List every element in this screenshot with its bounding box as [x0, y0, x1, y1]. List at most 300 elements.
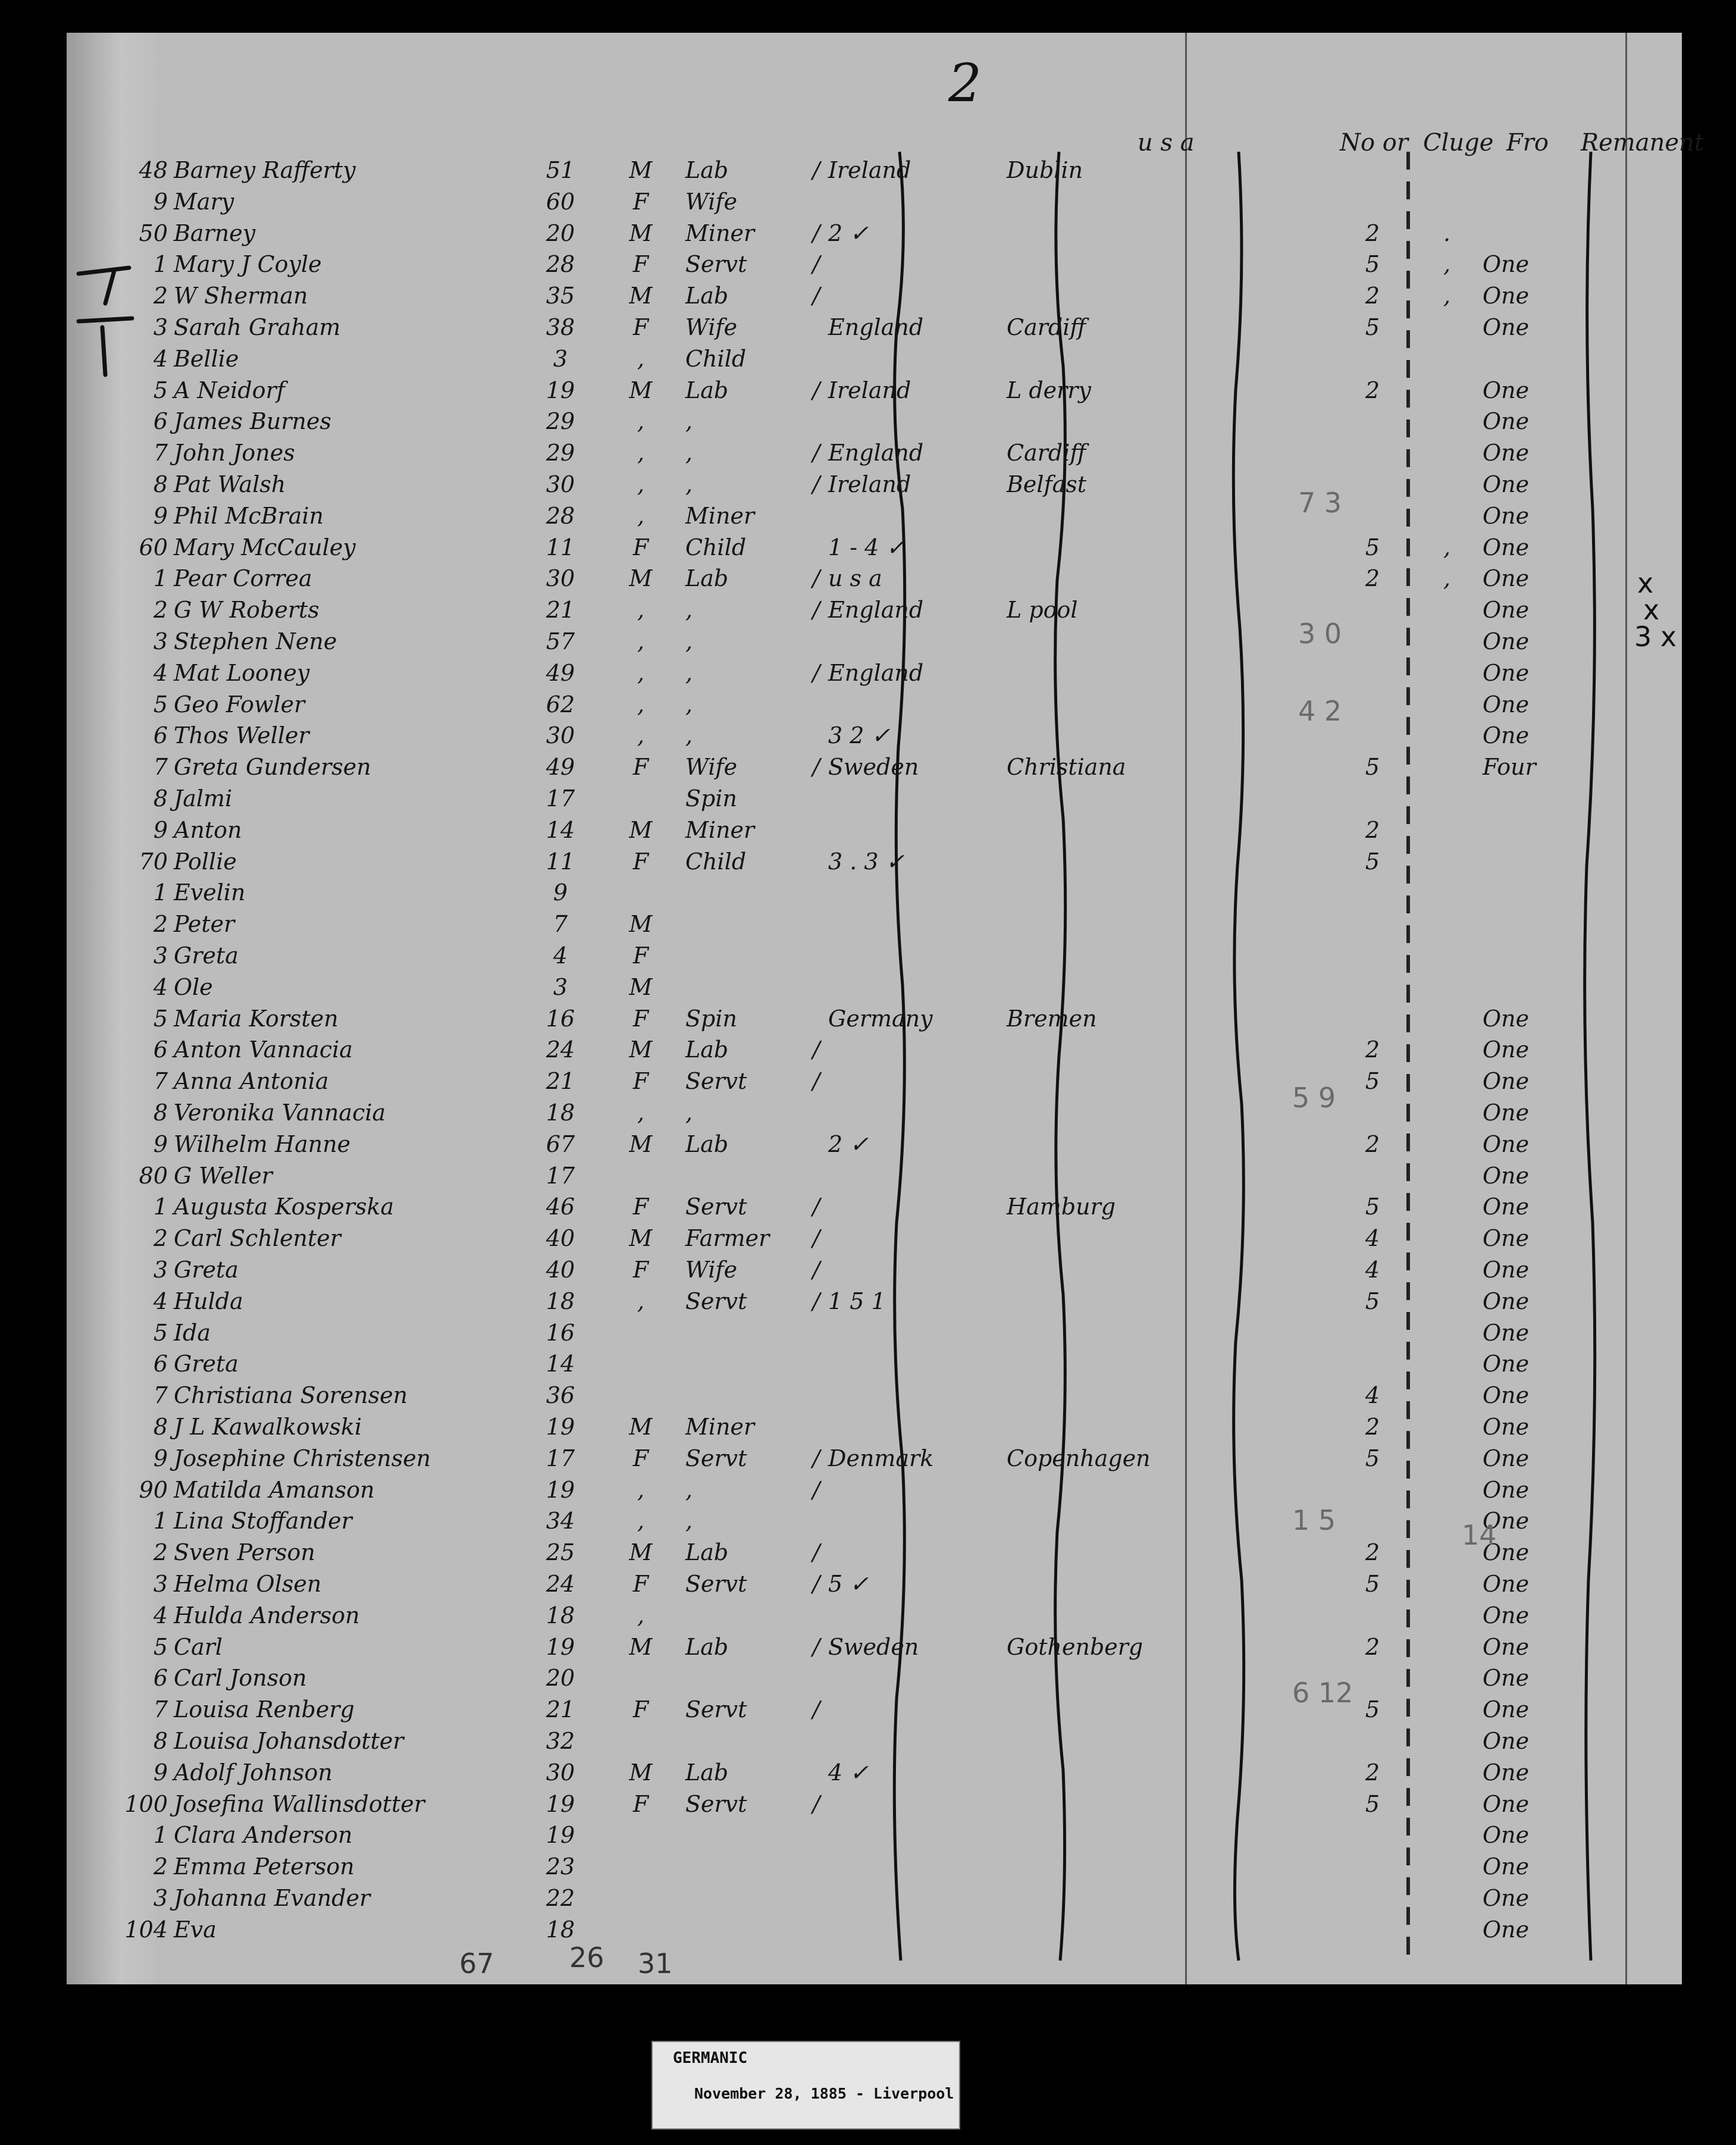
row-number: 3	[153, 1571, 168, 1597]
passenger-age: 62	[546, 691, 575, 718]
passenger-occupation: Lab	[685, 283, 729, 309]
header-pieces: No or	[1340, 129, 1408, 156]
passenger-sex: M	[629, 1759, 653, 1786]
check-mark	[807, 1757, 825, 1789]
table-row	[67, 469, 1682, 500]
passenger-name: Lina Stoffander	[174, 1508, 352, 1535]
passenger-town	[1007, 1097, 1149, 1129]
check-mark	[807, 1914, 825, 1946]
compartment-count: One	[1483, 1194, 1530, 1220]
compartment-count: One	[1483, 471, 1530, 497]
passenger-nationality: 1 5 1	[828, 1288, 886, 1314]
check-mark	[807, 1348, 825, 1380]
compartment-count	[1483, 972, 1584, 1003]
passenger-occupation: ,	[685, 722, 693, 749]
check-mark: /	[812, 157, 820, 183]
table-row	[67, 312, 1682, 343]
passenger-sex: M	[629, 911, 653, 938]
row-number: 6	[153, 1351, 168, 1377]
passenger-town	[1007, 1568, 1149, 1600]
baggage-location	[1426, 1254, 1468, 1286]
passenger-sex: F	[632, 1194, 649, 1220]
baggage-pieces	[1340, 155, 1405, 186]
passenger-name: Wilhelm Hanne	[174, 1131, 351, 1157]
passenger-nationality: 2 ✓	[828, 1131, 869, 1157]
baggage-pieces	[1340, 1474, 1405, 1506]
passenger-sex: F	[632, 251, 649, 278]
passenger-town	[1007, 500, 1149, 532]
passenger-age: 35	[546, 283, 575, 309]
header-location: Cluge	[1423, 129, 1494, 156]
row-number: 7	[153, 1068, 168, 1095]
baggage-location	[1426, 1066, 1468, 1097]
passenger-age: 28	[546, 502, 575, 529]
passenger-nationality	[828, 1348, 995, 1380]
passenger-age: 16	[546, 1005, 575, 1032]
passenger-nationality	[828, 1160, 995, 1192]
passenger-occupation: ,	[685, 659, 693, 686]
check-mark	[807, 783, 825, 815]
baggage-location	[1426, 1348, 1468, 1380]
row-number: 4	[153, 973, 168, 1000]
header-country-intended: u s a	[1138, 129, 1195, 156]
passenger-nationality	[828, 1380, 995, 1411]
baggage-pieces	[1340, 594, 1405, 626]
passenger-nationality	[828, 1191, 995, 1223]
passenger-sex: M	[629, 1414, 653, 1440]
passenger-nationality: 2 ✓	[828, 220, 869, 246]
check-mark: /	[812, 1696, 820, 1723]
baggage-location	[1426, 1286, 1468, 1317]
passenger-name: Louisa Johansdotter	[174, 1728, 404, 1754]
table-row	[67, 657, 1682, 689]
compartment-count: One	[1483, 1602, 1530, 1629]
passenger-nationality	[828, 877, 995, 909]
passenger-age: 21	[546, 1068, 575, 1095]
passenger-nationality	[828, 186, 995, 218]
baggage-pieces	[1340, 343, 1405, 375]
check-mark: /	[812, 1571, 820, 1597]
table-row	[67, 1348, 1682, 1380]
row-number: 70	[139, 848, 168, 875]
passenger-age: 11	[546, 534, 575, 560]
compartment-count: One	[1483, 628, 1530, 655]
passenger-nationality	[828, 1317, 995, 1349]
baggage-pieces	[1340, 720, 1405, 751]
passenger-occupation	[685, 1380, 804, 1411]
compartment-count: One	[1483, 1728, 1530, 1754]
row-number: 5	[153, 1319, 168, 1346]
passenger-occupation: ,	[685, 1476, 693, 1503]
row-number: 8	[153, 1100, 168, 1126]
passenger-occupation: Lab	[685, 1633, 729, 1660]
compartment-count: One	[1483, 502, 1530, 529]
passenger-town	[1007, 657, 1149, 689]
passenger-name: Veronika Vannacia	[174, 1100, 386, 1126]
compartment-count: Four	[1483, 754, 1536, 781]
baggage-pieces	[1340, 1003, 1405, 1035]
row-number: 7	[153, 1696, 168, 1723]
passenger-age: 22	[546, 1885, 575, 1911]
passenger-town	[1007, 1380, 1149, 1411]
bottom-tally: 67	[459, 1947, 494, 1980]
passenger-name: Clara Anderson	[174, 1822, 353, 1849]
baggage-pieces: 5	[1365, 754, 1380, 781]
passenger-sex: ,	[637, 1288, 645, 1314]
passenger-name: Carl Schlenter	[174, 1225, 341, 1252]
compartment-count: One	[1483, 1759, 1530, 1786]
pencil-tally: 3 0	[1298, 618, 1342, 650]
passenger-age: 29	[546, 440, 575, 466]
passenger-town	[1007, 1223, 1149, 1254]
passenger-sex	[608, 1726, 673, 1757]
baggage-location	[1426, 909, 1468, 940]
baggage-location	[1426, 1223, 1468, 1254]
check-mark	[807, 626, 825, 657]
passenger-occupation: Wife	[685, 1257, 738, 1283]
passenger-nationality	[828, 972, 995, 1003]
passenger-occupation: ,	[685, 691, 693, 718]
passenger-age: 24	[546, 1571, 575, 1597]
compartment-count: One	[1483, 1319, 1530, 1346]
passenger-sex	[608, 1662, 673, 1694]
passenger-sex	[608, 1348, 673, 1380]
passenger-town	[1007, 532, 1149, 563]
table-row	[67, 1066, 1682, 1097]
table-row	[67, 1317, 1682, 1349]
passenger-sex: M	[629, 283, 653, 309]
table-row	[67, 689, 1682, 721]
passenger-nationality	[828, 1662, 995, 1694]
row-number: 7	[153, 754, 168, 781]
passenger-nationality	[828, 1914, 995, 1946]
passenger-town	[1007, 1726, 1149, 1757]
baggage-pieces: 2	[1365, 220, 1380, 246]
baggage-pieces: 5	[1365, 1288, 1380, 1314]
passenger-age: 3	[553, 345, 568, 372]
passenger-occupation	[685, 1662, 804, 1694]
passenger-name: W Sherman	[174, 283, 308, 309]
compartment-count: One	[1483, 1633, 1530, 1660]
passenger-occupation: ,	[685, 1508, 693, 1535]
row-number: 1	[153, 1822, 168, 1849]
margin-mark: x	[1637, 567, 1654, 599]
passenger-nationality	[828, 1505, 995, 1537]
passenger-name: Eva	[174, 1916, 217, 1943]
compartment-count: One	[1483, 1225, 1530, 1252]
compartment-count	[1483, 783, 1584, 815]
table-row	[67, 783, 1682, 815]
passenger-town: Dublin	[1007, 157, 1083, 183]
table-row	[67, 846, 1682, 878]
passenger-occupation	[685, 1317, 804, 1349]
baggage-location	[1426, 155, 1468, 186]
baggage-location	[1426, 972, 1468, 1003]
baggage-location	[1426, 1632, 1468, 1663]
passenger-occupation: Wife	[685, 314, 738, 340]
passenger-nationality: u s a	[828, 565, 882, 592]
passenger-town: Christiana	[1007, 754, 1126, 781]
baggage-location	[1426, 1883, 1468, 1914]
passenger-name: Emma Peterson	[174, 1853, 355, 1880]
row-number: 3	[153, 628, 168, 655]
row-number: 1	[153, 565, 168, 592]
passenger-nationality	[828, 280, 995, 312]
passenger-occupation: Spin	[685, 1005, 737, 1032]
check-mark: /	[812, 565, 820, 592]
passenger-sex	[608, 1914, 673, 1946]
passenger-sex: ,	[637, 502, 645, 529]
passenger-name: G Weller	[174, 1162, 272, 1189]
page-number: 2	[948, 52, 982, 114]
row-number: 8	[153, 471, 168, 497]
baggage-location	[1426, 1129, 1468, 1160]
passenger-age: 32	[546, 1728, 575, 1754]
check-mark: /	[812, 1288, 820, 1314]
passenger-age: 4	[553, 942, 568, 969]
passenger-occupation	[685, 972, 804, 1003]
passenger-sex	[608, 1380, 673, 1411]
passenger-nationality	[828, 1411, 995, 1443]
passenger-name: Jalmi	[174, 785, 233, 812]
manifest-page	[67, 33, 1704, 1984]
passenger-name: Greta Gundersen	[174, 754, 371, 781]
baggage-pieces	[1340, 972, 1405, 1003]
passenger-age: 20	[546, 220, 575, 246]
passenger-age: 36	[546, 1382, 575, 1409]
baggage-pieces	[1340, 469, 1405, 500]
row-number: 3	[153, 1885, 168, 1911]
baggage-location	[1426, 500, 1468, 532]
table-row	[67, 280, 1682, 312]
compartment-count: One	[1483, 283, 1530, 309]
check-mark	[807, 1003, 825, 1035]
passenger-town: L pool	[1007, 597, 1078, 624]
compartment-count: One	[1483, 440, 1530, 466]
passenger-age: 17	[546, 1162, 575, 1189]
passenger-occupation: Lab	[685, 1037, 729, 1063]
row-number: 1	[153, 1194, 168, 1220]
compartment-count: One	[1483, 1288, 1530, 1314]
passenger-occupation	[685, 1914, 804, 1946]
compartment-count	[1483, 846, 1584, 878]
passenger-occupation: Farmer	[685, 1225, 770, 1252]
row-number: 6	[153, 722, 168, 749]
check-mark	[807, 1411, 825, 1443]
passenger-town	[1007, 815, 1149, 846]
passenger-age: 38	[546, 314, 575, 340]
passenger-name: Matilda Amanson	[174, 1476, 375, 1503]
table-row	[67, 1600, 1682, 1632]
passenger-sex: ,	[637, 722, 645, 749]
baggage-location	[1426, 720, 1468, 751]
passenger-age: 17	[546, 785, 575, 812]
passenger-sex: ,	[637, 471, 645, 497]
check-mark	[807, 1851, 825, 1883]
check-mark: /	[812, 440, 820, 466]
baggage-location	[1426, 1757, 1468, 1789]
passenger-occupation: Miner	[685, 502, 755, 529]
passenger-occupation: ,	[685, 408, 693, 435]
check-mark	[807, 1380, 825, 1411]
passenger-sex: M	[629, 1539, 653, 1566]
check-mark	[807, 909, 825, 940]
baggage-location	[1426, 1694, 1468, 1726]
passenger-age: 23	[546, 1853, 575, 1880]
row-number: 5	[153, 377, 168, 403]
baggage-location	[1426, 940, 1468, 972]
baggage-pieces	[1340, 437, 1405, 469]
check-mark	[807, 846, 825, 878]
passenger-nationality	[828, 1537, 995, 1568]
compartment-count: One	[1483, 1100, 1530, 1126]
baggage-location	[1426, 626, 1468, 657]
baggage-location: ,	[1443, 283, 1451, 309]
passenger-occupation: ,	[685, 628, 693, 655]
passenger-age: 17	[546, 1445, 575, 1471]
check-mark: /	[812, 1194, 820, 1220]
baggage-location	[1426, 312, 1468, 343]
check-mark: /	[812, 377, 820, 403]
row-number: 8	[153, 1414, 168, 1440]
passenger-sex: M	[629, 1633, 653, 1660]
compartment-count: One	[1483, 691, 1530, 718]
baggage-pieces: 5	[1365, 1696, 1380, 1723]
passenger-town	[1007, 1474, 1149, 1506]
baggage-pieces	[1340, 186, 1405, 218]
table-row	[67, 1694, 1682, 1726]
passenger-occupation: ,	[685, 440, 693, 466]
passenger-town: Bremen	[1007, 1005, 1097, 1032]
passenger-town: Hamburg	[1007, 1194, 1116, 1220]
passenger-nationality	[828, 500, 995, 532]
row-number: 4	[153, 345, 168, 372]
baggage-location	[1426, 1191, 1468, 1223]
passenger-sex: M	[629, 220, 653, 246]
baggage-location	[1426, 1820, 1468, 1851]
passenger-nationality: England	[828, 314, 924, 340]
baggage-location	[1426, 751, 1468, 783]
passenger-town	[1007, 783, 1149, 815]
baggage-pieces	[1340, 1317, 1405, 1349]
passenger-town	[1007, 1883, 1149, 1914]
baggage-pieces: 2	[1365, 1131, 1380, 1157]
passenger-town	[1007, 1348, 1149, 1380]
baggage-location	[1426, 469, 1468, 500]
table-row	[67, 249, 1682, 280]
passenger-town	[1007, 1789, 1149, 1820]
table-row	[67, 1789, 1682, 1820]
passenger-town	[1007, 1160, 1149, 1192]
passenger-age: 19	[546, 1790, 575, 1817]
baggage-location	[1426, 1789, 1468, 1820]
passenger-sex: M	[629, 1131, 653, 1157]
passenger-town	[1007, 249, 1149, 280]
row-number: 3	[153, 1257, 168, 1283]
compartment-count: One	[1483, 534, 1530, 560]
check-mark	[807, 877, 825, 909]
passenger-age: 49	[546, 754, 575, 781]
table-row	[67, 1537, 1682, 1568]
passenger-name: Josephine Christensen	[174, 1445, 431, 1471]
row-number: 3	[153, 942, 168, 969]
passenger-occupation: Miner	[685, 1414, 755, 1440]
pencil-tally: 4 2	[1298, 695, 1342, 727]
table-row	[67, 343, 1682, 375]
baggage-pieces: 5	[1365, 848, 1380, 875]
baggage-location	[1426, 1160, 1468, 1192]
passenger-occupation: Lab	[685, 565, 729, 592]
baggage-pieces	[1340, 1726, 1405, 1757]
row-number: 9	[153, 1131, 168, 1157]
baggage-pieces: 2	[1365, 816, 1380, 843]
passenger-town	[1007, 1254, 1149, 1286]
check-mark	[807, 689, 825, 721]
passenger-age: 19	[546, 1476, 575, 1503]
passenger-sex: F	[632, 1257, 649, 1283]
compartment-count: One	[1483, 1414, 1530, 1440]
passenger-name: A Neidorf	[174, 377, 285, 403]
check-mark: /	[812, 1790, 820, 1817]
passenger-age: 29	[546, 408, 575, 435]
passenger-town	[1007, 940, 1149, 972]
passenger-nationality	[828, 343, 995, 375]
passenger-occupation: Miner	[685, 220, 755, 246]
compartment-count	[1483, 909, 1584, 940]
passenger-name: Adolf Johnson	[174, 1759, 333, 1786]
passenger-occupation	[685, 1820, 804, 1851]
baggage-location	[1426, 1317, 1468, 1349]
baggage-location	[1426, 1851, 1468, 1883]
baggage-pieces	[1340, 406, 1405, 437]
baggage-pieces	[1340, 877, 1405, 909]
passenger-age: 19	[546, 1414, 575, 1440]
passenger-name: Mary	[174, 188, 234, 215]
compartment-count: One	[1483, 1131, 1530, 1157]
pencil-tally: 14	[1462, 1519, 1497, 1551]
baggage-location	[1426, 437, 1468, 469]
passenger-town	[1007, 1317, 1149, 1349]
baggage-location	[1426, 1443, 1468, 1474]
passenger-sex: ,	[637, 1100, 645, 1126]
table-row	[67, 1851, 1682, 1883]
row-number: 2	[153, 1539, 168, 1566]
passenger-sex	[608, 1883, 673, 1914]
compartment-count: One	[1483, 1790, 1530, 1817]
pencil-tally: 1 5	[1292, 1504, 1336, 1536]
check-mark	[807, 1662, 825, 1694]
passenger-name: Phil McBrain	[174, 502, 324, 529]
passenger-occupation: Lab	[685, 1539, 729, 1566]
baggage-location	[1426, 1380, 1468, 1411]
passenger-age: 51	[546, 157, 575, 183]
compartment-count: One	[1483, 659, 1530, 686]
baggage-location	[1426, 1568, 1468, 1600]
compartment-count	[1483, 877, 1584, 909]
passenger-age: 49	[546, 659, 575, 686]
passenger-town: Copenhagen	[1007, 1445, 1151, 1471]
check-mark	[807, 1505, 825, 1537]
baggage-pieces	[1340, 1160, 1405, 1192]
table-row	[67, 594, 1682, 626]
passenger-town	[1007, 972, 1149, 1003]
table-row	[67, 1286, 1682, 1317]
passenger-name: Ole	[174, 973, 213, 1000]
check-mark	[807, 1097, 825, 1129]
passenger-sex: ,	[637, 597, 645, 624]
passenger-sex: F	[632, 942, 649, 969]
passenger-sex: F	[632, 754, 649, 781]
